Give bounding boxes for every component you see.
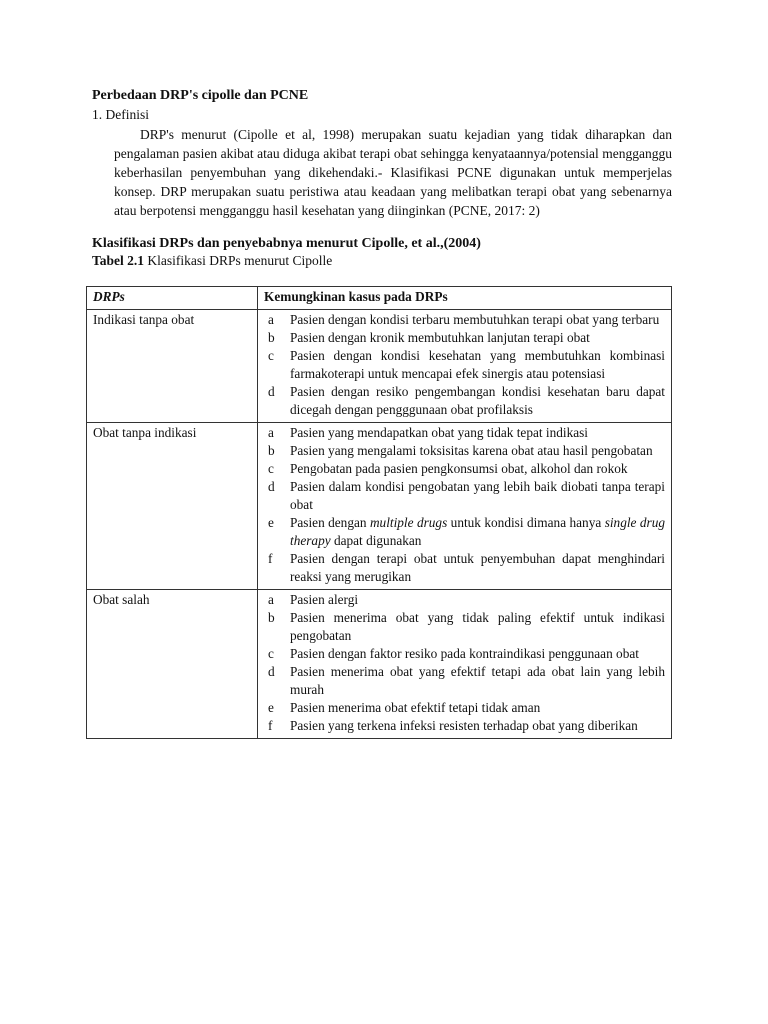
item-letter: d bbox=[268, 479, 275, 494]
table-caption bbox=[92, 252, 672, 269]
item-text: Pasien dengan kondisi kesehatan yang membutuhkan kombinasi farmakoterapi untuk mencapai efek sinergis atau potensiasi bbox=[290, 348, 665, 381]
item-text-start: Pasien dengan bbox=[290, 515, 370, 530]
item-letter: a bbox=[268, 425, 274, 440]
item-text: Pengobatan pada pasien pengkonsumsi obat, alkohol dan rokok bbox=[290, 461, 628, 476]
item-letter: c bbox=[268, 348, 274, 363]
item-letter: a bbox=[268, 592, 274, 607]
item-letter: b bbox=[268, 330, 275, 345]
item-letter: d bbox=[268, 384, 275, 399]
classification-heading: Klasifikasi DRPs dan penyebabnya menurut Cipolle, et al.,(2004) bbox=[92, 236, 481, 251]
row-category: Obat tanpa indikasi bbox=[87, 423, 258, 590]
section-heading: 1. Definisi bbox=[92, 107, 149, 122]
item-text: Pasien yang mendapatkan obat yang tidak tepat indikasi bbox=[290, 425, 588, 440]
table-caption-number: Tabel 2.1 bbox=[92, 253, 145, 268]
item-letter: f bbox=[268, 718, 273, 733]
table-caption-text: Klasifikasi DRPs menurut Cipolle bbox=[144, 253, 333, 268]
item-text: Pasien alergi bbox=[290, 592, 359, 607]
item-letter: c bbox=[268, 646, 274, 661]
item-text: Pasien dengan kondisi terbaru membutuhkan terapi obat yang terbaru bbox=[290, 312, 660, 327]
list-item bbox=[264, 663, 665, 699]
list-item bbox=[264, 645, 665, 663]
list-item bbox=[264, 329, 665, 347]
item-text: Pasien menerima obat yang efektif tetapi ada obat lain yang lebih murah bbox=[290, 664, 665, 697]
document-title: Perbedaan DRP's cipolle dan PCNE bbox=[92, 88, 309, 103]
list-item bbox=[264, 383, 665, 419]
list-item bbox=[264, 514, 665, 550]
list-item bbox=[264, 699, 665, 717]
row-cases bbox=[258, 310, 672, 423]
item-letter: b bbox=[268, 610, 275, 625]
document-body bbox=[92, 87, 672, 269]
definition-paragraph: DRP's menurut (Cipolle et al, 1998) merupakan suatu kejadian yang tidak diharapkan dan pengalaman pasien akibat atau diduga akibat terapi obat sehingga kenyataannya/potensial mengganggu keberhasilan penyembuhan yang dikehendaki.- Klasifikasi PCNE digunakan untuk memperjelas konsep. DRP merupakan suatu peristiwa atau keadaan yang melibatkan terapi obat yang sebenarnya atau berpotensi mengganggu hasil kesehatan yang diinginkan (PCNE, 2017: 2) bbox=[114, 127, 672, 218]
item-text: Pasien dengan terapi obat untuk penyembuhan dapat menghindari reaksi yang merugikan bbox=[290, 551, 665, 584]
item-text: Pasien dalam kondisi pengobatan yang lebih baik diobati tanpa terapi obat bbox=[290, 479, 665, 512]
item-letter: b bbox=[268, 443, 275, 458]
item-text-italic: multiple drugs bbox=[369, 515, 448, 530]
list-item bbox=[264, 591, 665, 609]
list-item bbox=[264, 478, 665, 514]
list-item bbox=[264, 442, 665, 460]
item-letter: a bbox=[268, 312, 274, 327]
header-cases: Kemungkinan kasus pada DRPs bbox=[258, 287, 672, 310]
table-row bbox=[87, 423, 672, 590]
item-text bbox=[290, 514, 665, 550]
item-letter: c bbox=[268, 461, 274, 476]
item-letter: f bbox=[268, 551, 273, 566]
list-item bbox=[264, 460, 665, 478]
list-item bbox=[264, 311, 665, 329]
case-list bbox=[264, 591, 665, 735]
row-cases bbox=[258, 590, 672, 739]
header-drps: DRPs bbox=[87, 287, 258, 310]
item-text-middle: untuk kondisi dimana hanya bbox=[447, 515, 605, 530]
row-category: Indikasi tanpa obat bbox=[87, 310, 258, 423]
item-text: Pasien dengan resiko pengembangan kondisi kesehatan baru dapat dicegah dengan pengggunaan obat profilaksis bbox=[290, 384, 665, 417]
row-cases bbox=[258, 423, 672, 590]
item-letter: e bbox=[268, 515, 274, 530]
item-text-italic: single drug therapy bbox=[290, 515, 665, 548]
table-row bbox=[87, 590, 672, 739]
list-item bbox=[264, 424, 665, 442]
item-text-end: dapat digunakan bbox=[330, 533, 422, 548]
item-text: Pasien dengan faktor resiko pada kontraindikasi penggunaan obat bbox=[290, 646, 639, 661]
case-list bbox=[264, 311, 665, 419]
item-letter: d bbox=[268, 664, 275, 679]
case-list bbox=[264, 424, 665, 586]
item-text: Pasien yang mengalami toksisitas karena obat atau hasil pengobatan bbox=[290, 443, 653, 458]
item-text: Pasien menerima obat yang tidak paling efektif untuk indikasi pengobatan bbox=[290, 610, 665, 643]
item-letter: e bbox=[268, 700, 274, 715]
row-category: Obat salah bbox=[87, 590, 258, 739]
list-item bbox=[264, 717, 665, 735]
list-item bbox=[264, 347, 665, 383]
list-item bbox=[264, 550, 665, 586]
item-text: Pasien yang terkena infeksi resisten terhadap obat yang diberikan bbox=[290, 718, 638, 733]
item-text: Pasien menerima obat efektif tetapi tidak aman bbox=[290, 700, 541, 715]
drp-classification-table bbox=[86, 286, 672, 739]
table-header-row bbox=[87, 287, 672, 310]
table-row bbox=[87, 310, 672, 423]
item-text: Pasien dengan kronik membutuhkan lanjutan terapi obat bbox=[290, 330, 590, 345]
list-item bbox=[264, 609, 665, 645]
